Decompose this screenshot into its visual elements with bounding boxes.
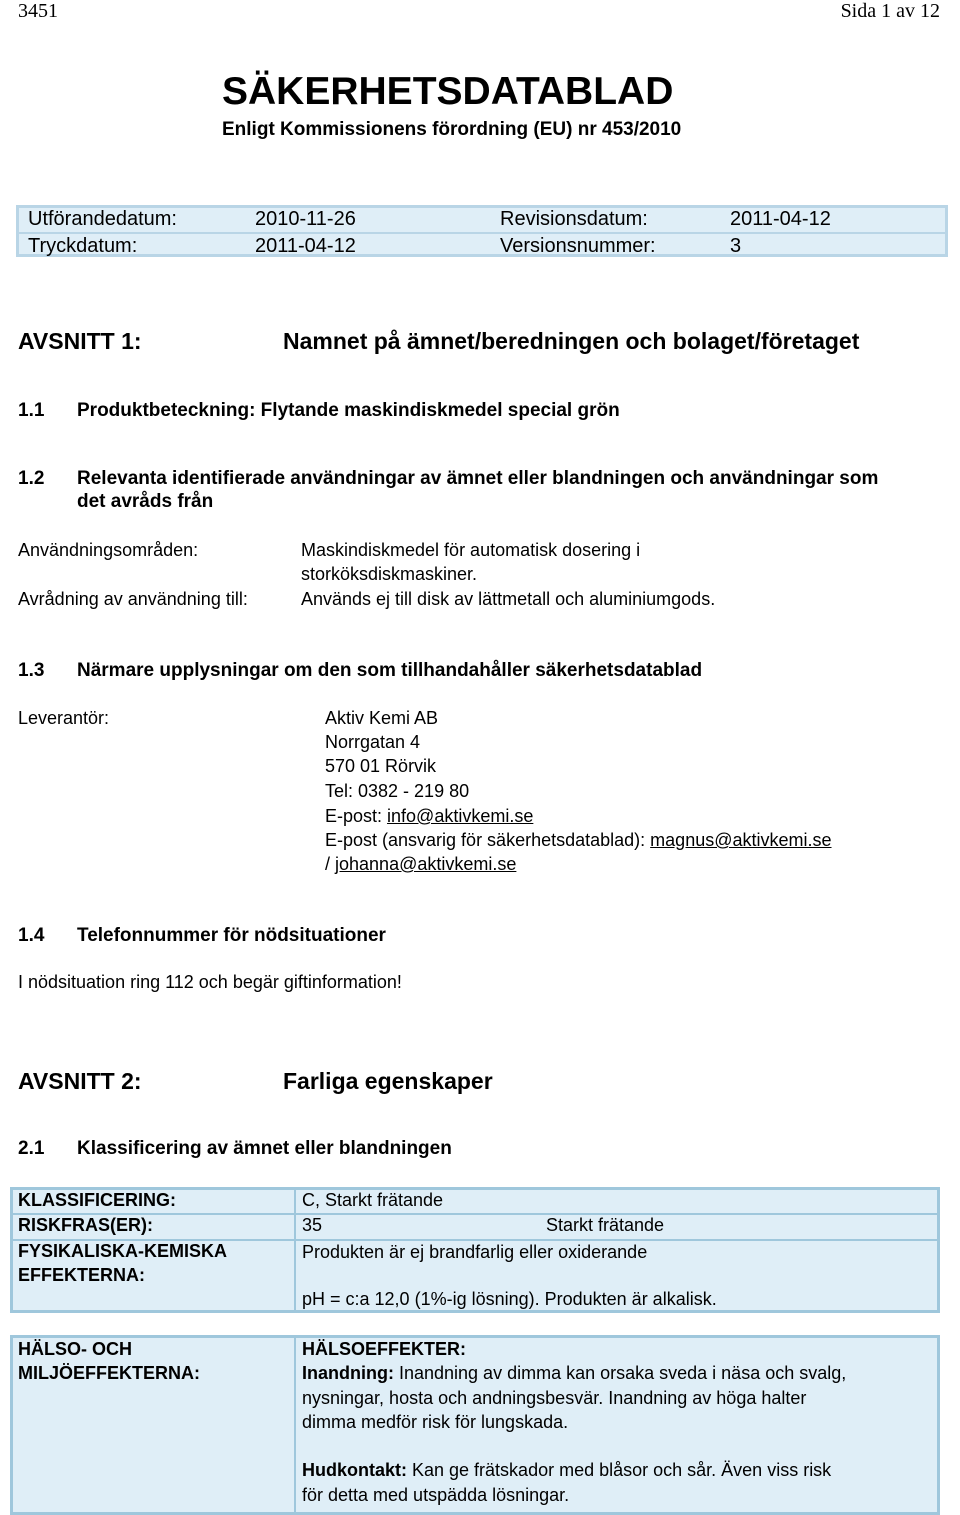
responsible-email-line-2 [325, 854, 516, 875]
physchem-value-1: Produkten är ej brandfarlig eller oxiderande [302, 1242, 648, 1262]
responsible-email-link-2[interactable]: johanna@aktivkemi.se [335, 854, 517, 874]
subsection-1-1-number: 1.1 [18, 400, 45, 421]
revision-date-value: 2011-04-12 [730, 208, 831, 230]
inhalation-text: Inandning av dimma kan orsaka sveda i näsa och svalg, [393, 1363, 847, 1383]
classification-label: KLASSIFICERING: [18, 1190, 177, 1210]
section-1-label: AVSNITT 1: [18, 328, 142, 354]
physchem-label: FYSIKALISKA-KEMISKA [18, 1241, 228, 1261]
supplier-street: Norrgatan 4 [325, 732, 421, 752]
document-title: SÄKERHETSDATABLAD [222, 70, 674, 113]
skin-contact-text: Kan ge frätskador med blåsor och sår. Även viss risk [407, 1460, 832, 1480]
health-label-cont: MILJÖEFFEKTERNA: [18, 1363, 200, 1383]
supplier-name: Aktiv Kemi AB [325, 708, 439, 728]
version-label: Versionsnummer: [500, 235, 656, 257]
email-prefix: E-post: [325, 806, 388, 826]
page-indicator: Sida 1 av 12 [840, 0, 940, 22]
skin-contact-label: Hudkontakt: [302, 1460, 407, 1480]
execution-date-label: Utförandedatum: [28, 208, 177, 230]
risk-phrase-label: RISKFRAS(ER): [18, 1215, 153, 1235]
supplier-label: Leverantör: [18, 708, 110, 728]
product-name: Produktbeteckning: Flytande maskindiskmedel special grön [77, 400, 620, 421]
responsible-email-prefix: E-post (ansvarig för säkerhetsdatablad): [325, 830, 651, 850]
physchem-label-cont: EFFEKTERNA: [18, 1265, 145, 1285]
section-2-title: Farliga egenskaper [283, 1068, 493, 1094]
health-label: HÄLSO- OCH [18, 1339, 132, 1359]
supplier-city: 570 01 Rörvik [325, 756, 437, 776]
supplier-email-link[interactable]: info@aktivkemi.se [387, 806, 534, 826]
subsection-1-3-title: Närmare upplysningar om den som tillhandahåller säkerhetsdatablad [77, 660, 703, 681]
subsection-1-2-title: Relevanta identifierade användningar av ämnet eller blandningen och användningar som [77, 468, 879, 489]
section-1-title: Namnet på ämnet/beredningen och bolaget/företaget [283, 328, 860, 354]
advice-against-value: Används ej till disk av lättmetall och aluminiumgods. [301, 589, 716, 609]
classification-value: C, Starkt frätande [302, 1190, 444, 1210]
version-value: 3 [730, 235, 742, 257]
use-area-value: Maskindiskmedel för automatisk dosering i [301, 540, 641, 560]
email-separator: / [325, 854, 336, 874]
responsible-email-link[interactable]: magnus@aktivkemi.se [650, 830, 832, 850]
skin-contact-line [302, 1460, 831, 1481]
subsection-1-4-number: 1.4 [18, 925, 45, 946]
document-subtitle: Enligt Kommissionens förordning (EU) nr 453/2010 [222, 119, 682, 140]
revision-date-label: Revisionsdatum: [500, 208, 648, 230]
inhalation-line [302, 1363, 846, 1384]
subsection-1-2-title-cont: det avråds från [77, 491, 214, 512]
document-number: 3451 [18, 0, 58, 22]
inhalation-text-cont-2: dimma medför risk för lungskada. [302, 1412, 569, 1432]
skin-contact-text-cont: för detta med utspädda lösningar. [302, 1485, 570, 1505]
use-area-value-cont: storköksdiskmaskiner. [301, 564, 478, 584]
inhalation-label: Inandning: [302, 1363, 394, 1383]
supplier-email-line [325, 806, 533, 827]
health-effects-heading: HÄLSOEFFEKTER: [302, 1339, 466, 1359]
subsection-2-1-number: 2.1 [18, 1138, 45, 1159]
supplier-phone: Tel: 0382 - 219 80 [325, 781, 470, 801]
risk-phrase-code: 35 [302, 1215, 323, 1235]
responsible-email-line [325, 830, 832, 851]
subsection-2-1-title: Klassificering av ämnet eller blandningen [77, 1138, 452, 1159]
section-2-label: AVSNITT 2: [18, 1068, 142, 1094]
subsection-1-3-number: 1.3 [18, 660, 45, 681]
risk-phrase-text: Starkt frätande [546, 1215, 665, 1235]
print-date-value: 2011-04-12 [255, 235, 356, 257]
execution-date-value: 2010-11-26 [255, 208, 356, 230]
advice-against-label: Avrådning av användning till: [18, 589, 248, 609]
print-date-label: Tryckdatum: [28, 235, 138, 257]
emergency-text: I nödsituation ring 112 och begär giftinformation! [18, 972, 402, 992]
inhalation-text-cont: nysningar, hosta och andningsbesvär. Inandning av höga halter [302, 1388, 807, 1408]
physchem-value-2: pH = c:a 12,0 (1%-ig lösning). Produkten är alkalisk. [302, 1289, 717, 1309]
use-area-label: Användningsområden: [18, 540, 199, 560]
subsection-1-4-title: Telefonnummer för nödsituationer [77, 925, 386, 946]
subsection-1-2-number: 1.2 [18, 468, 45, 489]
